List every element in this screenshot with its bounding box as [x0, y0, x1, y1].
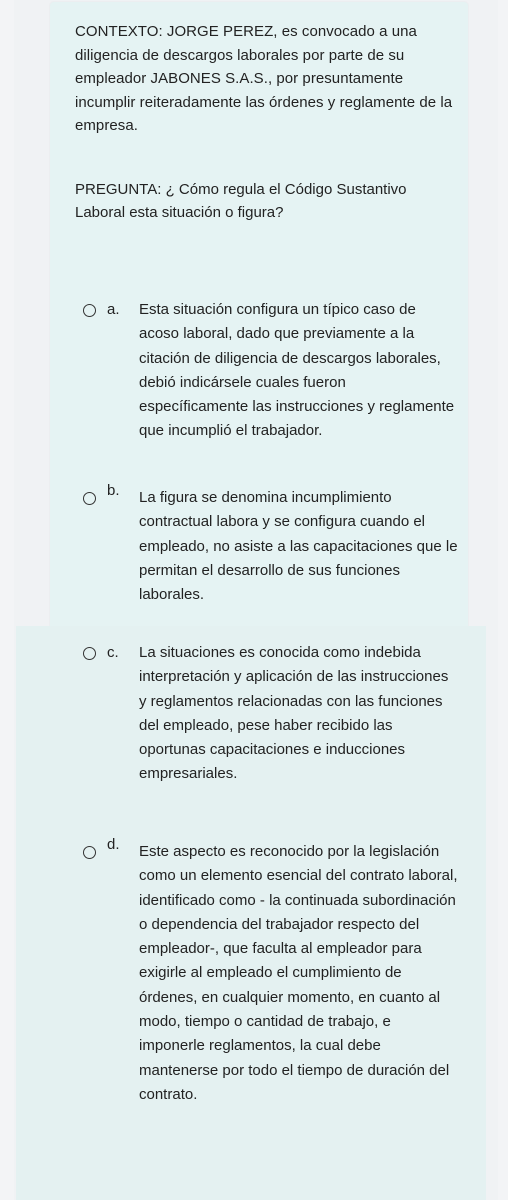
option-text-d: Este aspecto es reconocido por la legislación como un elemento esencial del contrato laboral, identificado como - la continuada subordinación o dependencia del trabajador respecto del empleador-, que faculta al empleador para exigirle al empleado el cumplimiento de órdenes, en cualquier momento, en cuanto al modo, tiempo o cantidad de trabajo, e imponerle reglamentos, la cual debe mantenerse por todo el tiempo de duración del contrato. [139, 843, 458, 1103]
left-edge [0, 0, 14, 1200]
option-letter-a: a. [107, 301, 120, 318]
context-text: CONTEXTO: JORGE PEREZ, es convocado a una diligencia de descargos laborales por parte de su empleador JABONES S.A.S., por presuntamente incumplir reiteradamente las órdenes y reglamente de la empresa. [75, 23, 453, 134]
question-text: PREGUNTA: ¿ Cómo regula el Código Sustantivo Laboral esta situación o figura? [75, 180, 407, 221]
option-text-c: La situaciones es conocida como indebida interpretación y aplicación de las instrucciones y reglamentos relacionadas con las funciones del empleado, pese haber recibido las oportunas capacitaciones e inducciones empresariales. [139, 644, 449, 783]
option-text-b: La figura se denomina incumplimiento contractual labora y se configura cuando el empleado, no asiste a las capacitaciones que le permitan el desarrollo de sus funciones laborales. [139, 489, 458, 604]
option-text-a: Esta situación configura un típico caso de acoso laboral, dado que previamente a la citación de diligencia de descargos laborales, debió indicársele cuales fueron específicamente las instrucciones y reglamente que incumplió el trabajador. [139, 301, 455, 440]
question-content [75, 20, 455, 225]
right-edge [498, 0, 508, 1200]
radio-button-b[interactable] [83, 492, 96, 505]
option-letter-c: c. [107, 644, 119, 661]
radio-button-c[interactable] [83, 647, 96, 660]
radio-button-d[interactable] [83, 846, 96, 859]
option-letter-d: d. [107, 836, 120, 853]
option-letter-b: b. [107, 482, 120, 499]
radio-button-a[interactable] [83, 304, 96, 317]
